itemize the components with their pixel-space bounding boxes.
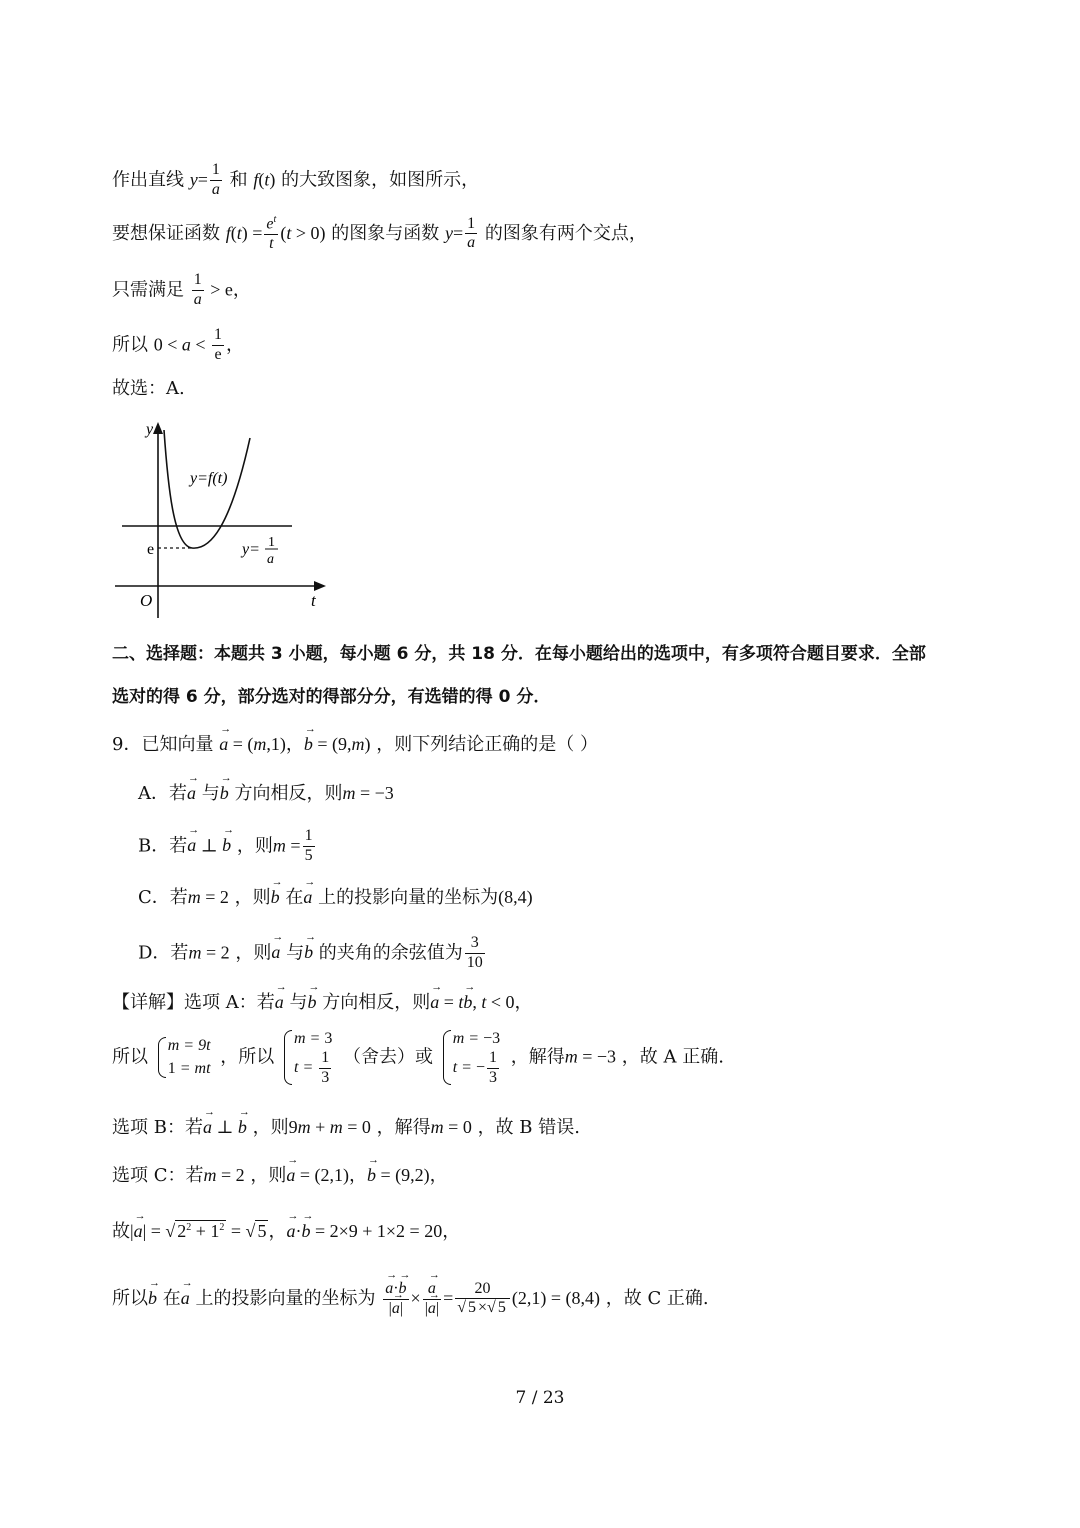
text: 与 <box>201 783 220 804</box>
detail-line-5: 故|→ a| = √ $2^2 + 1^2$ = √ 5 ，→ a·→ b = 2×9 + 1×2 = 20， <box>112 1222 460 1241</box>
text: 上的投影向量的坐标为 <box>195 1287 376 1309</box>
option-c: C．若m = 2 ，则→ b 在→ a 上的投影向量的坐标为(8,4) <box>138 888 533 907</box>
detail-line-3: 选项 B：若→ a ⊥ → b ，则9m + m = 0 ，解得m = 0 ，故 B 错误. <box>112 1118 580 1137</box>
text: ，故 C 正确. <box>605 1287 709 1309</box>
text: 所以 <box>112 1046 148 1068</box>
question-9-stem: 9．已知向量 → a = (m,1)，→ b = (9,m) ，则下列结论正确的是（ ） <box>112 735 598 754</box>
text: 与 <box>286 942 305 964</box>
text: ，解得 <box>376 1117 431 1138</box>
function-graph <box>110 418 335 618</box>
text: 和 <box>229 169 248 191</box>
text: 所以 <box>112 334 148 356</box>
text-line-4: 所以 0 < a < $\frac{1}{e}$ ， <box>112 326 245 363</box>
text: ，则 <box>250 1165 287 1186</box>
text: ，则 <box>236 835 273 857</box>
detail-line-4: 选项 C：若m = 2 ，则→ a = (2,1)，→ b = (9,2)， <box>112 1166 448 1185</box>
text-line-2: 要想保证函数 f(t) = $\frac{e^t}{t}$ (t > 0) 的图象与函数 y= $\frac{1}{a}$ 的图象有两个交点， <box>112 214 647 253</box>
curve-label: y=f(t) <box>190 470 228 487</box>
y-axis-arrow <box>153 422 163 434</box>
text: 的图象有两个交点， <box>484 222 647 244</box>
detail-line-2: 所以 m = 9t 1 = mt ，所以 m = 3 t = $\frac{1}{3}$ （舍去）或 m = −3 t = − $\frac{1}{3}$ ，解得m = −3 ，故 A 正确. <box>112 1030 724 1087</box>
option-a: A．若→ a 与→ b 方向相反，则m = −3 <box>138 784 394 803</box>
text: ，则下列结论正确的是（ ） <box>376 734 598 755</box>
e-label: e <box>147 541 155 558</box>
text: 作出直线 <box>112 169 184 191</box>
text: 上的投影向量的坐标为 <box>318 887 499 908</box>
text: 要想保证函数 <box>112 222 220 244</box>
t-axis-label: t <box>311 591 316 610</box>
text: ，所以 <box>220 1046 275 1068</box>
line-label-num: 1 <box>268 535 275 550</box>
text: ，则 <box>235 942 272 964</box>
option-d: D．若m = 2 ，则→ a 与→ b 的夹角的余弦值为 $\frac{3}{10}$ <box>138 935 487 972</box>
text: ，则 <box>252 1117 289 1138</box>
line-label-den: a <box>267 552 274 567</box>
text: 与 <box>289 992 308 1013</box>
text: 方向相反，则 <box>234 783 343 804</box>
text: 在 <box>162 1287 181 1309</box>
text: ，故 B 错误. <box>477 1117 580 1138</box>
text: B．若 <box>138 835 188 857</box>
text: A．若 <box>138 783 187 804</box>
answer-line: 故选：A. <box>112 378 185 399</box>
y-axis-label: y <box>146 421 154 438</box>
text: 选项 B：若 <box>112 1117 203 1138</box>
page-number: 7 / 23 <box>515 1388 565 1408</box>
origin-label: O <box>140 591 153 610</box>
detail-line-6: 所以→ b 在→ a 上的投影向量的坐标为 → $\frac{a\cdot\to b}{|\to a|}$ × → $\frac{a}{|\to a|}$ = $\frac{20}{√ 5 \times√ 5}$ (2,1) = (8,4) ，故 C 正确. <box>112 1280 709 1318</box>
option-b: B．若→ a ⊥ → b ，则m = $\frac{1}{5}$ <box>138 828 317 865</box>
text-line-1: 作出直线 y= $\frac{1}{a}$ 和 f(t) 的大致图象，如图所示， <box>112 161 480 198</box>
t-axis-arrow <box>314 581 326 591</box>
text: 只需满足 <box>112 279 184 301</box>
text: 故 <box>112 1221 130 1242</box>
text: 的大致图象，如图所示， <box>281 169 480 191</box>
curve-f-t <box>164 430 250 548</box>
section-heading-line-1: 二、选择题：本题共 3 小题，每小题 6 分，共 18 分．在每小题给出的选项中，有多项符合题目要求．全部 <box>112 644 926 664</box>
detail-line-1: 【详解】选项 A：若→ a 与→ b 方向相反，则→ a = t→ b, t < 0， <box>112 993 533 1012</box>
text-line-3: 只需满足 $\frac{1}{a}$ > e， <box>112 271 251 308</box>
text: D．若 <box>138 942 189 964</box>
text: ，解得 <box>510 1046 565 1068</box>
text: C．若 <box>138 887 188 908</box>
text: 的图象与函数 <box>331 222 440 244</box>
section-heading-line-2: 选对的得 6 分，部分选对的得部分分，有选错的得 0 分． <box>112 687 551 707</box>
text: ，故 A 正确. <box>621 1046 724 1068</box>
text: 的夹角的余弦值为 <box>318 942 463 964</box>
text: （舍去）或 <box>342 1046 433 1068</box>
text: ，则 <box>234 887 271 908</box>
text: 方向相反，则 <box>322 992 431 1013</box>
text: 所以 <box>112 1287 148 1309</box>
text: 【详解】选项 A：若 <box>112 992 275 1013</box>
text: 在 <box>285 887 304 908</box>
line-label-prefix: y= <box>242 541 260 558</box>
text: 9．已知向量 <box>112 734 214 755</box>
text: 选项 C：若 <box>112 1165 204 1186</box>
